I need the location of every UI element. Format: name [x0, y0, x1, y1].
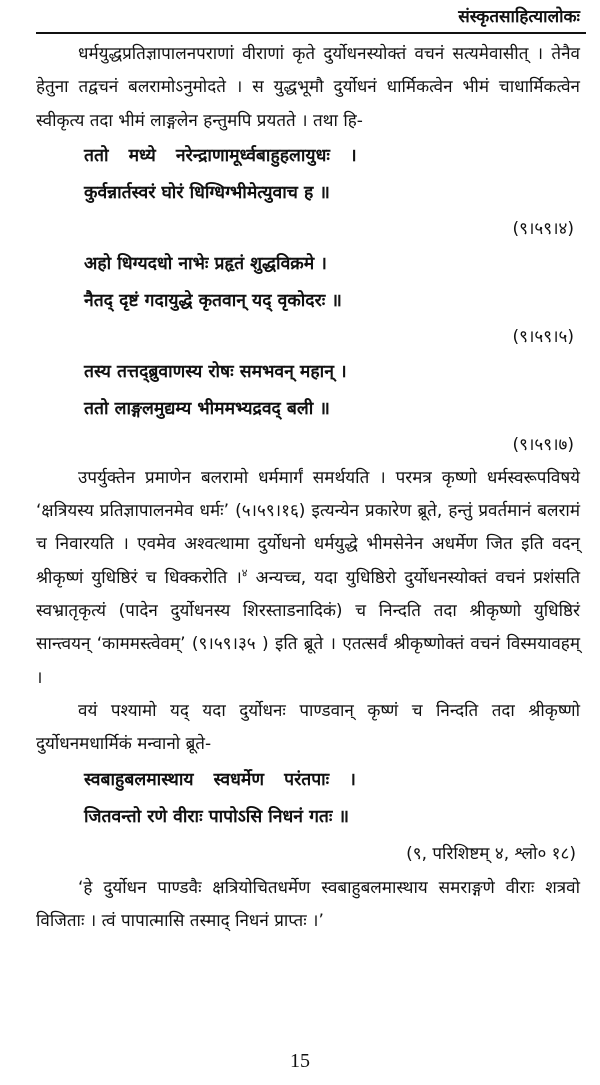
paragraph-1: धर्मयुद्धप्रतिज्ञापालनपराणां वीराणां कृते दुर्योधनस्योक्तं वचनं सत्यमेवासीत् । तेनैव हेतुना तद्वचनं बलरामोऽनुमोदते । स युद्धभूमौ दुर्योधनं धार्मिकत्वेन भीमं चाधार्मिकत्वेन स्वीकृत्य तदा भीमं लाङ्गलेन हन्तुमपि प्रयतते । तथा हि- [36, 44, 580, 131]
verse-line: ततो मध्ये नरेन्द्राणामूर्ध्वबाहुहलायुधः । [84, 145, 357, 166]
page-number: 15 [290, 1050, 310, 1072]
verse-line: तस्य तत्तद्ब्रुवाणस्य रोषः समभवन् महान् । [84, 361, 347, 382]
verse-line: कुर्वन्नार्तस्वरं घोरं धिग्धिग्भीमेत्युवाच ह ॥ [84, 182, 330, 203]
verse-reference: (९।५९।५) [512, 326, 574, 347]
paragraph-2-text-continued: अन्यच्च, यदा युधिष्ठिरो दुर्योधनस्योक्तं वचनं प्रशंसति स्वभ्रातृकृत्यं (पादेन दुर्योधनस्य शिरस्ताडनादिकं) च निन्दति तदा श्रीकृष्णो युधिष्ठिरं सान्त्वयन् ‘काममस्त्वेवम्’ (९।५९।३५ ) इति ब्रूते । एतत्सर्वं श्रीकृष्णोक्तं वचनं विस्मयावहम् । [36, 567, 581, 688]
running-header: संस्कृतसाहित्यालोकः [458, 7, 580, 27]
verse-reference: (९।५९।७) [512, 434, 574, 455]
verse-line: अहो धिग्यदधो नाभेः प्रहृतं शुद्धविक्रमे । [84, 253, 327, 274]
verse-block-1 [36, 138, 580, 462]
verse-line: जितवन्तो रणे वीराः पापोऽसि निधनं गतः ॥ [84, 806, 350, 827]
verse-reference: (९, परिशिष्टम् ४, श्लो० १८) [406, 843, 576, 864]
verse-line: स्वबाहुबलमास्थाय स्वधर्मेण परंतपाः । [84, 769, 356, 790]
footnote-marker: ४ [241, 566, 248, 580]
verse-block-2 [36, 762, 580, 872]
header-rule [36, 32, 586, 34]
verse-reference: (९।५९।४) [512, 218, 574, 239]
verse-line: नैतद् दृष्टं गदायुद्धे कृतवान् यद् वृकोदरः ॥ [84, 290, 342, 311]
paragraph-3: वयं पश्यामो यद् यदा दुर्योधनः पाण्डवान् कृष्णं च निन्दति तदा श्रीकृष्णो दुर्योधनमधार्मिकं मन्वानो ब्रूते- [36, 700, 580, 755]
verse-line: ततो लाङ्गलमुद्यम्य भीममभ्यद्रवद् बली ॥ [84, 398, 330, 419]
paragraph-2-text: उपर्युक्तेन प्रमाणेन बलरामो धर्ममार्गं समर्थयति । परमत्र कृष्णो धर्मस्वरूपविषये ‘क्षत्रियस्य प्रतिज्ञापालनमेव धर्मः’ (५।५९।१६) इत्यन्येन प्रकारेण ब्रूते, हन्तुं प्रवर्तमानं बलरामं च निवारयति । एवमेव अश्वत्थामा दुर्योधनो धर्मयुद्धे भीमसेनेन अधर्मेण जित इति वदन् श्रीकृष्णं युधिष्ठिरं च धिक्करोति । [36, 467, 580, 588]
paragraph-4: ‘हे दुर्योधन पाण्डवैः क्षत्रियोचितधर्मेण स्वबाहुबलमास्थाय समराङ्गणे वीराः शत्रवो विजिताः । त्वं पापात्मासि तस्माद् निधनं प्राप्तः ।’ [36, 877, 580, 931]
page-body [36, 38, 580, 938]
paragraph-2 [36, 462, 580, 695]
